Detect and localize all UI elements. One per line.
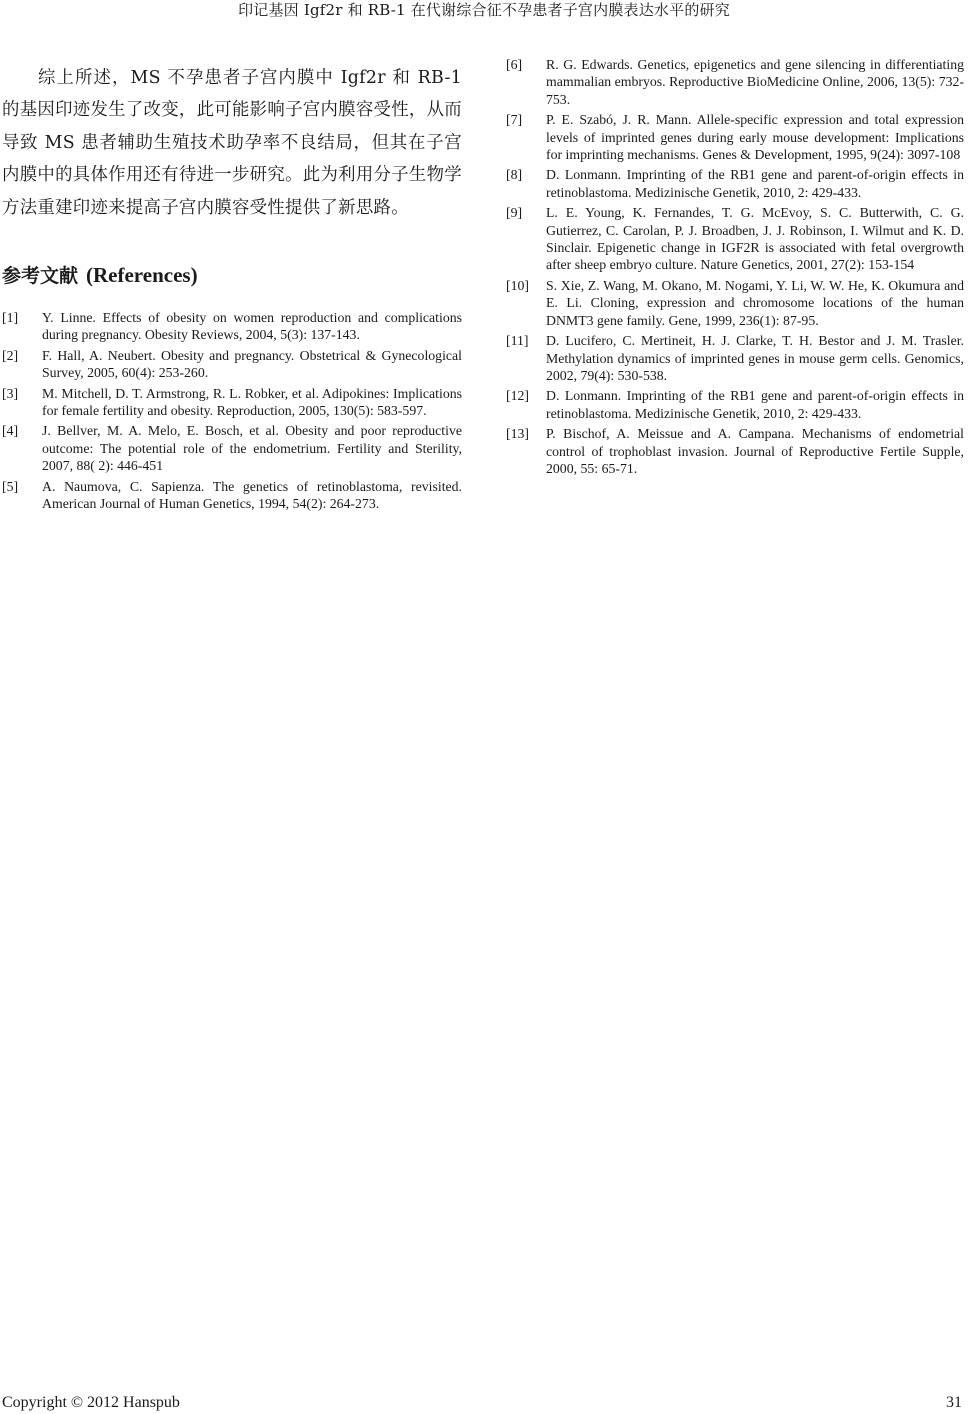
reference-number: [3] xyxy=(2,385,19,401)
reference-number: [6] xyxy=(506,57,523,72)
footer-copyright: Copyright © 2012 Hanspub xyxy=(2,1394,180,1411)
reference-item xyxy=(2,309,462,344)
reference-item xyxy=(506,425,964,477)
reference-text: S. Xie, Z. Wang, M. Okano, M. Nogami, Y. Li, W. W. He, K. Okumura and E. Li. Cloning, expression and chromosome locations of the human DNMT3 gene family. Gene, 1999, 236(1): 87-95. xyxy=(546,277,964,328)
reference-item xyxy=(506,56,964,108)
reference-item xyxy=(2,422,462,474)
reference-text: J. Bellver, M. A. Melo, E. Bosch, et al. Obesity and poor reproductive outcome: The potential role of the endometrium. Fertility and Sterility, 2007, 88( 2): 446-451 xyxy=(42,423,462,474)
reference-item xyxy=(506,204,964,274)
reference-number: [5] xyxy=(2,478,19,494)
reference-number: [8] xyxy=(506,167,523,183)
reference-text: A. Naumova, C. Sapienza. The genetics of retinoblastoma, revisited. American Journal of Human Genetics, 1994, 54(2): 264-273. xyxy=(42,478,462,512)
running-header: 印记基因 Igf2r 和 RB-1 在代谢综合征不孕患者子宫内膜表达水平的研究 xyxy=(238,1,730,19)
reference-list-left xyxy=(2,309,462,512)
reference-item xyxy=(506,332,964,384)
reference-text: M. Mitchell, D. T. Armstrong, R. L. Robker, et al. Adipokines: Implications for female fertility and obesity. Reproduction, 2005, 130(5): 583-597. xyxy=(42,385,462,419)
reference-text: D. Lonmann. Imprinting of the RB1 gene and parent-of-origin effects in retinoblastoma. Medizinische Genetik, 2010, 2: 429-433. xyxy=(546,167,964,200)
reference-item xyxy=(2,347,462,382)
reference-item xyxy=(2,478,462,513)
reference-number: [7] xyxy=(506,112,523,128)
reference-number: [9] xyxy=(506,205,523,221)
reference-item xyxy=(506,166,964,201)
reference-number: [11] xyxy=(506,333,529,349)
reference-text: D. Lonmann. Imprinting of the RB1 gene and parent-of-origin effects in retinoblastoma. Medizinische Genetik, 2010, 2: 429-433. xyxy=(546,388,964,421)
reference-number: [4] xyxy=(2,423,19,439)
reference-number: [2] xyxy=(2,347,19,363)
reference-text: Y. Linne. Effects of obesity on women reproduction and complications during pregnancy. Obesity Reviews, 2004, 5(3): 137-143. xyxy=(42,310,462,343)
references-heading-cn: 参考文献 xyxy=(2,265,79,288)
references-heading-en: (References) xyxy=(86,263,198,288)
reference-number: [13] xyxy=(506,426,529,442)
reference-item xyxy=(506,277,964,329)
reference-item xyxy=(506,387,964,422)
reference-text: L. E. Young, K. Fernandes, T. G. McEvoy, S. C. Butterwith, C. G. Gutierrez, C. Carolan, P. J. Broadben, J. J. Robinson, I. Wilmut and K. D. Sinclair. Epigenetic change in IGF2R is associated with fetal overgrowth after sheep embryo culture. Nature Genetics, 2001, 27(2): 153-154 xyxy=(546,205,964,273)
reference-text: R. G. Edwards. Genetics, epigenetics and gene silencing in differentiating mammalian embryos. Reproductive BioMedicine Online, 2006, 13(5): 732-753. xyxy=(546,57,964,107)
reference-item xyxy=(2,385,462,420)
reference-list-right xyxy=(506,56,964,477)
reference-text: D. Lucifero, C. Mertineit, H. J. Clarke, T. H. Bestor and J. M. Trasler. Methylation dynamics of imprinted genes in mouse germ cells. Genomics, 2002, 79(4): 530-538. xyxy=(546,333,964,383)
reference-number: [12] xyxy=(506,388,529,404)
reference-number: [1] xyxy=(2,310,19,326)
footer-page-number: 31 xyxy=(946,1394,962,1411)
reference-item xyxy=(506,111,964,163)
reference-number: [10] xyxy=(506,277,529,293)
references-heading xyxy=(2,262,462,289)
left-column xyxy=(2,62,462,516)
reference-text: F. Hall, A. Neubert. Obesity and pregnancy. Obstetrical & Gynecological Survey, 2005, 60(4): 253-260. xyxy=(42,347,462,381)
reference-text: P. E. Szabó, J. R. Mann. Allele-specific expression and total expression levels of imprinted genes during early mouse development: Implications for imprinting mechanisms. Genes & Development, 1995, 9(24): 3097-108 xyxy=(546,112,964,163)
right-column xyxy=(506,56,964,480)
conclusion-paragraph: 综上所述，MS 不孕患者子宫内膜中 Igf2r 和 RB-1 的基因印迹发生了改变，此可能影响子宫内膜容受性，从而导致 MS 患者辅助生殖技术助孕率不良结局，但其在子宫内膜中的具体作用还有待进一步研究。此为利用分子生物学方法重建印迹来提高子宫内膜容受性提供了新思路。 xyxy=(2,68,462,218)
reference-text: P. Bischof, A. Meissue and A. Campana. Mechanisms of endometrial control of trophoblast invasion. Journal of Reproductive Fertile Supple, 2000, 55: 65-71. xyxy=(546,426,964,476)
